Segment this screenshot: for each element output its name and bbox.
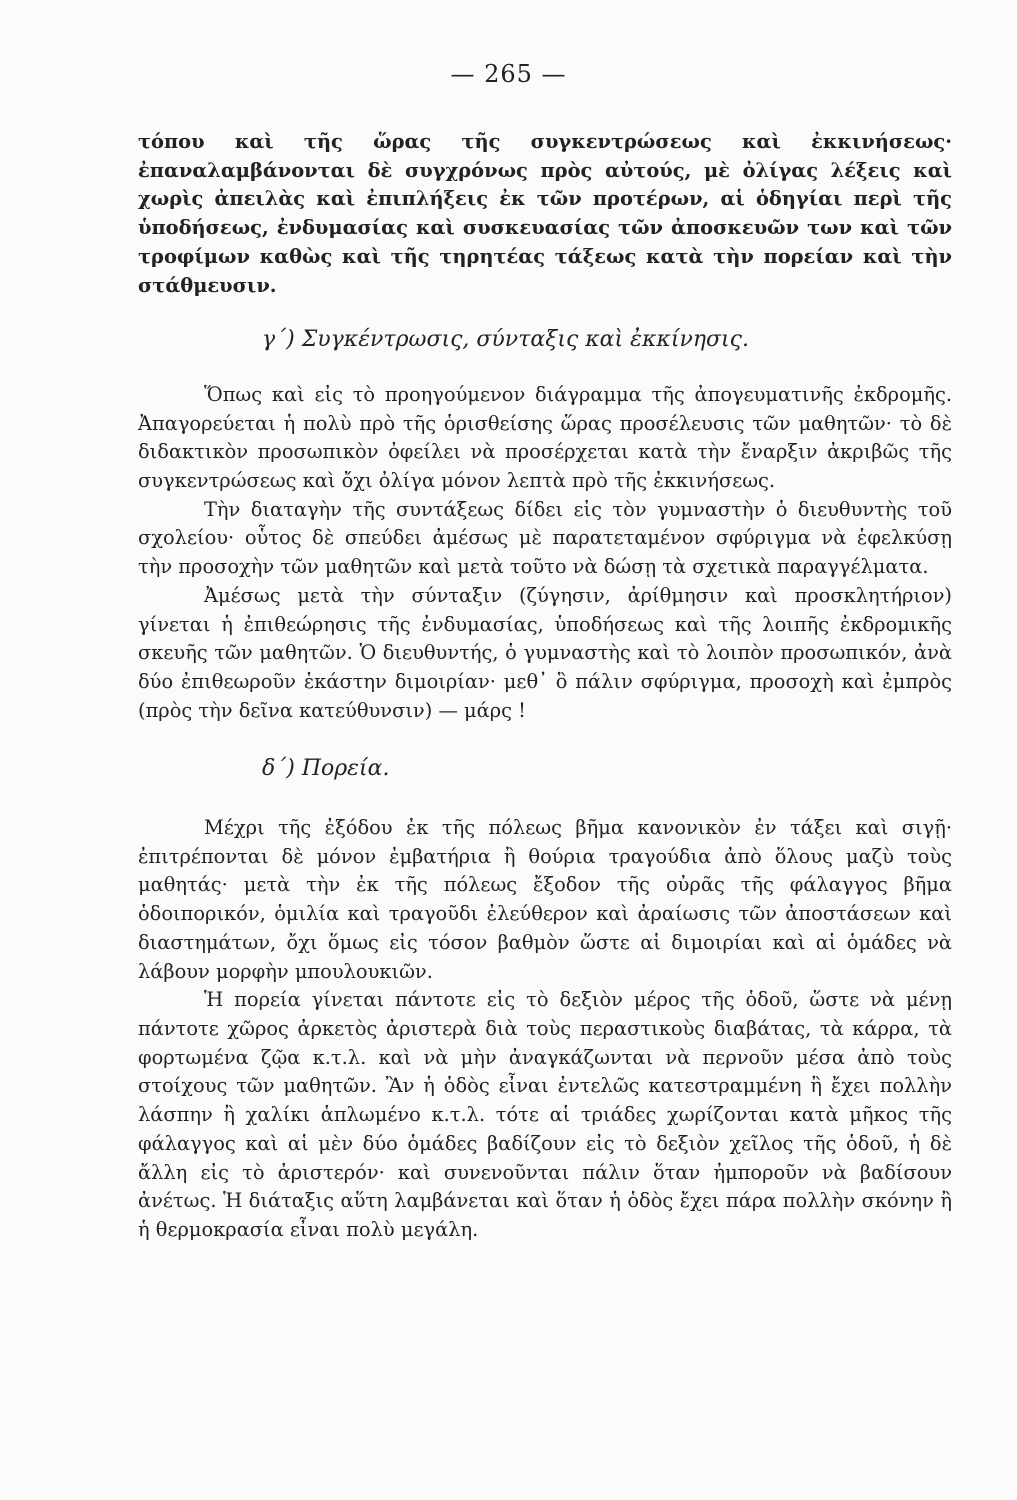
- paragraph-5: Μέχρι τῆς ἐξόδου ἐκ τῆς πόλεως βῆμα κανονικὸν ἐν τάξει καὶ σιγῇ· ἐπιτρέπονται δὲ μόνον ἐμβατήρια ἢ θούρια τραγούδια ἀπὸ ὅλους μαζὺ τοὺς μαθητάς· μετὰ τὴν ἐκ τῆς πόλεως ἔξοδον τῆς οὐρᾶς τῆς φάλαγγος βῆμα ὁδοιπορικόν, ὁμιλία καὶ τραγοῦδι ἐλεύθερον καὶ ἀραίωσις τῶν ἀποστάσεων καὶ διαστημάτων, ὄχι ὅμως εἰς τόσον βαθμὸν ὥστε αἱ διμοιρίαι καὶ αἱ ὁμάδες νὰ λάβουν μορφὴν μπουλουκιῶν.: [138, 816, 952, 983]
- section-heading-c: γ΄) Συγκέντρωσις, σύνταξις καὶ ἐκκίνησις.: [262, 327, 749, 353]
- page-number: — 265 —: [450, 60, 567, 88]
- paragraph-4: Ἀμέσως μετὰ τὴν σύνταξιν (ζύγησιν, ἀρίθμησιν καὶ προσκλητήριον) γίνεται ἡ ἐπιθεώρησις τῆς ἐνδυμασίας, ὑποδήσεως καὶ τῆς λοιπῆς ἐκδρομικῆς σκευῆς τῶν μαθητῶν. Ὁ διευθυντής, ὁ γυμναστὴς καὶ τὸ λοιπὸν προσωπικόν, ἀνὰ δύο ἐπιθεωροῦν ἑκάστην διμοιρίαν· μεθ᾿ ὃ πάλιν σφύριγμα, προσοχὴ καὶ ἐμπρὸς (πρὸς τὴν δεῖνα κατεύθυνσιν) — μάρς !: [138, 583, 952, 722]
- paragraph-3: Τὴν διαταγὴν τῆς συντάξεως δίδει εἰς τὸν γυμναστὴν ὁ διευθυντὴς τοῦ σχολείου· οὗτος δὲ σπεύδει ἀμέσως μὲ παρατεταμένον σφύριγμα νὰ ἑφελκύσῃ τὴν προσοχὴν τῶν μαθητῶν καὶ μετὰ τοῦτο νὰ δώσῃ τὰ σχετικὰ παραγγέλματα.: [138, 497, 952, 579]
- section-heading-d: δ΄) Πορεία.: [262, 756, 390, 782]
- body-text: [138, 128, 952, 1245]
- paragraph-1: τόπου καὶ τῆς ὥρας τῆς συγκεντρώσεως καὶ ἐκκινήσεως· ἐπαναλαμβάνονται δὲ συγχρόνως πρὸς αὐτούς, μὲ ὀλίγας λέξεις καὶ χωρὶς ἀπειλὰς καὶ ἐπιπλήξεις ἐκ τῶν προτέρων, αἱ ὁδηγίαι περὶ τῆς ὑποδήσεως, ἐνδυμασίας καὶ συσκευασίας τῶν ἀποσκευῶν των καὶ τῶν τροφίμων καθὼς καὶ τῆς τηρητέας τάξεως κατὰ τὴν πορείαν καὶ τὴν στάθμευσιν.: [138, 130, 952, 297]
- paragraph-2: Ὅπως καὶ εἰς τὸ προηγούμενον διάγραμμα τῆς ἀπογευματινῆς ἐκδρομῆς. Ἀπαγορεύεται ἡ πολὺ πρὸ τῆς ὁρισθείσης ὥρας προσέλευσις τῶν μαθητῶν· τὸ δὲ διδακτικὸν προσωπικὸν ὀφείλει νὰ προσέρχεται κατὰ τὴν ἔναρξιν ἀκριβῶς τῆς συγκεντρώσεως καὶ ὄχι ὀλίγα μόνον λεπτὰ πρὸ τῆς ἐκκινήσεως.: [138, 382, 952, 493]
- paragraph-6: Ἡ πορεία γίνεται πάντοτε εἰς τὸ δεξιὸν μέρος τῆς ὁδοῦ, ὥστε νὰ μένῃ πάντοτε χῶρος ἀρκετὸς ἀριστερὰ διὰ τοὺς περαστικοὺς διαβάτας, τὰ κάρρα, τὰ φορτωμένα ζῷα κ.τ.λ. καὶ νὰ μὴν ἀναγκάζωνται νὰ περνοῦν μέσα ἀπὸ τοὺς στοίχους τῶν μαθητῶν. Ἂν ἡ ὁδὸς εἶναι ἐντελῶς κατεστραμμένη ἢ ἔχει πολλὴν λάσπην ἢ χαλίκι ἁπλωμένο κ.τ.λ. τότε αἱ τριάδες χωρίζονται κατὰ μῆκος τῆς φάλαγγος καὶ αἱ μὲν δύο ὁμάδες βαδίζουν εἰς τὸ δεξιὸν χεῖλος τῆς ὁδοῦ, ἡ δὲ ἄλλη εἰς τὸ ἀριστερόν· καὶ συνενοῦνται πάλιν ὅταν ἠμποροῦν νὰ βαδίσουν ἀνέτως. Ἡ διάταξις αὕτη λαμβάνεται καὶ ὅταν ἡ ὁδὸς ἔχει πάρα πολλὴν σκόνην ἢ ἡ θερμοκρασία εἶναι πολὺ μεγάλη.: [138, 988, 952, 1241]
